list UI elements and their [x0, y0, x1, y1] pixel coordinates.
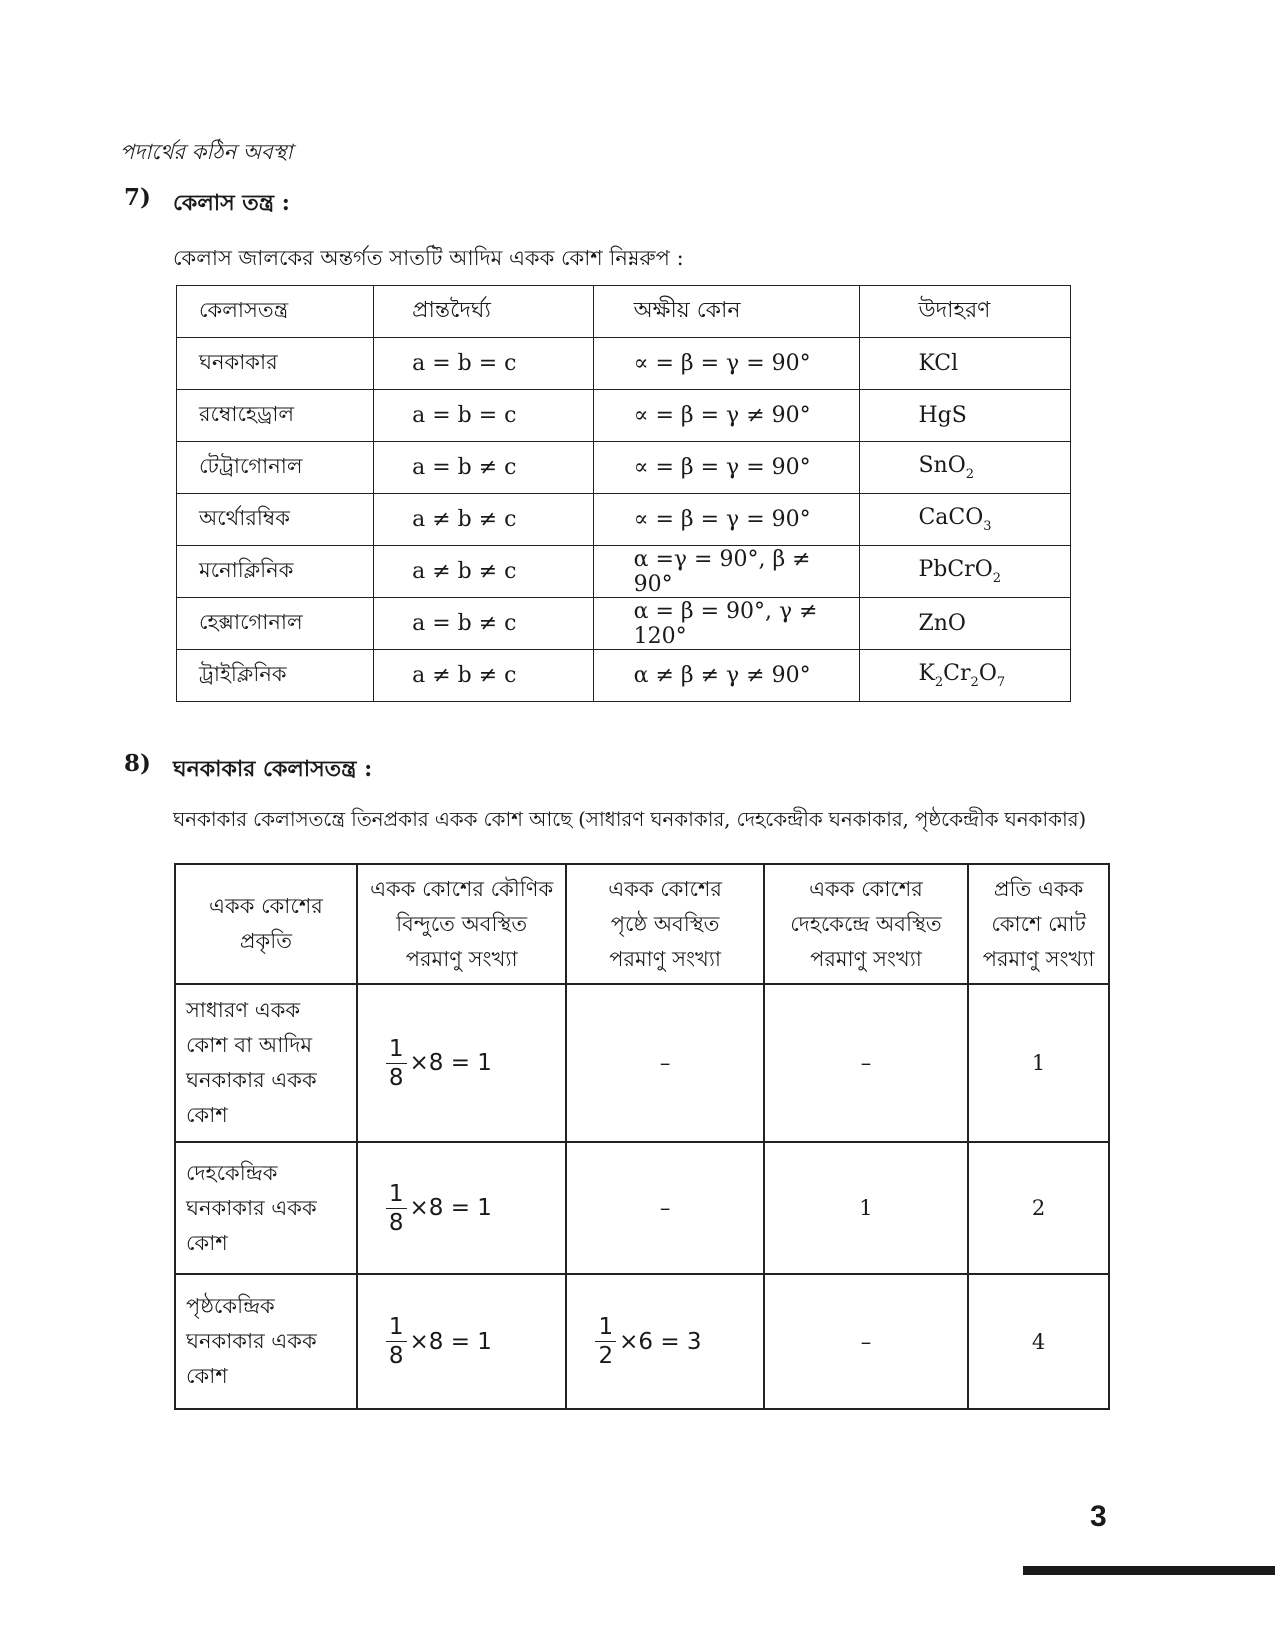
body-atom-count: –	[764, 984, 968, 1142]
formula-part: PbCrO	[918, 557, 993, 582]
crystal-system-name: অর্থোরম্বিক	[177, 494, 374, 546]
cubic-unit-cell-table	[174, 863, 1110, 1410]
fraction-numerator: 1	[386, 1035, 407, 1064]
cell-text-line: পৃষ্ঠকেন্দ্রিক	[186, 1294, 275, 1318]
angle-relation: ∝ = β = γ = 90°	[593, 494, 860, 546]
crystal-systems-table	[176, 285, 1071, 702]
fraction-expression	[386, 1035, 492, 1092]
header-axial-angle: অক্ষীয় কোন	[593, 286, 860, 338]
face-atom-count: –	[566, 1142, 763, 1274]
cell-text-line: একক কোশের	[608, 876, 722, 901]
cell-text-line: কোশ	[186, 1230, 228, 1255]
cell-text-line: কোশে মোট	[991, 911, 1086, 936]
edge-relation: a = b ≠ c	[374, 442, 593, 494]
page-number: 3	[1090, 1500, 1107, 1533]
formula-subscript: 2	[934, 675, 944, 690]
table-row	[175, 1142, 1109, 1274]
fraction-rest: ×6 = 3	[619, 1328, 702, 1355]
table-header-row	[175, 864, 1109, 984]
edge-relation: a = b = c	[374, 390, 593, 442]
formula-part: K	[918, 661, 935, 686]
total-atom-count: 2	[968, 1142, 1109, 1274]
table-row	[177, 338, 1071, 390]
fraction-expression	[595, 1313, 701, 1370]
example-compound	[860, 650, 1071, 702]
angle-relation: ∝ = β = γ ≠ 90°	[593, 390, 860, 442]
edge-relation: a = b ≠ c	[374, 598, 593, 650]
body-atom-count: 1	[764, 1142, 968, 1274]
edge-relation: a ≠ b ≠ c	[374, 494, 593, 546]
fraction-expression	[386, 1313, 492, 1370]
cell-text-line: প্রকৃতি	[239, 929, 292, 953]
formula-part: Cr	[943, 661, 971, 686]
running-header: পদার্থের কঠিন অবস্থা	[120, 140, 293, 164]
angle-relation: α ≠ β ≠ γ ≠ 90°	[593, 650, 860, 702]
face-atom-count	[566, 1274, 763, 1409]
crystal-system-name: হেক্সাগোনাল	[177, 598, 374, 650]
formula-subscript: 2	[970, 675, 979, 690]
cell-text-line: ঘনকাকার একক	[186, 1068, 317, 1092]
cell-text-line: পরমাণু সংখ্যা	[810, 946, 922, 971]
header-body-atoms	[764, 864, 968, 984]
fraction-rest: ×8 = 1	[409, 1050, 492, 1076]
cell-text-line: ঘনকাকার একক	[186, 1329, 317, 1353]
angle-relation: α = β = 90°, γ ≠ 120°	[593, 598, 860, 650]
example-compound	[860, 546, 1071, 598]
angle-relation: ∝ = β = γ = 90°	[593, 338, 860, 390]
unit-cell-type	[175, 984, 357, 1142]
fraction-expression	[386, 1180, 492, 1237]
formula-subscript: 7	[996, 675, 1006, 690]
formula-subscript: 2	[965, 467, 975, 482]
fraction-denominator: 8	[388, 1343, 404, 1369]
header-edge-length: প্রান্তদৈর্ঘ্য	[374, 286, 593, 338]
section-8-number: 8)	[124, 750, 151, 777]
cell-text-line: পরমাণু সংখ্যা	[982, 946, 1095, 971]
cell-text-line: কোশ বা আদিম	[186, 1033, 313, 1057]
crystal-system-name: ঘনকাকার	[177, 338, 374, 390]
table-row	[175, 1274, 1109, 1409]
fraction-denominator: 8	[388, 1064, 404, 1091]
crystal-system-name: ট্রাইক্লিনিক	[177, 650, 374, 702]
total-atom-count: 1	[968, 984, 1109, 1142]
cell-text-line: পরমাণু সংখ্যা	[405, 946, 518, 971]
cell-text-line: প্রতি একক	[993, 876, 1084, 901]
total-atom-count: 4	[968, 1274, 1109, 1409]
table-row	[177, 494, 1071, 546]
fraction-rest: ×8 = 1	[409, 1328, 492, 1355]
cell-text-line: একক কোশের	[209, 894, 323, 918]
footer-bar	[1023, 1566, 1275, 1575]
cell-text-line: কোশ	[186, 1103, 228, 1127]
section-7-title: কেলাস তন্ত্র :	[173, 190, 290, 216]
body-atom-count: –	[764, 1274, 968, 1409]
fraction-rest: ×8 = 1	[409, 1195, 492, 1221]
cell-text-line: পৃষ্ঠে অবস্থিত	[610, 911, 720, 936]
angle-relation: α =γ = 90°, β ≠ 90°	[593, 546, 860, 598]
fraction-numerator: 1	[386, 1313, 407, 1342]
cell-text-line: সাধারণ একক	[186, 998, 301, 1022]
section-8-title: ঘনকাকার কেলাসতন্ত্র :	[173, 756, 373, 782]
table-row	[175, 984, 1109, 1142]
unit-cell-type	[175, 1274, 357, 1409]
cell-text-line: একক কোশের	[809, 876, 923, 901]
example-compound: ZnO	[860, 598, 1071, 650]
table-header-row	[177, 286, 1071, 338]
cell-text-line: পরমাণু সংখ্যা	[609, 946, 721, 971]
edge-relation: a ≠ b ≠ c	[374, 650, 593, 702]
header-crystal-system: কেলাসতন্ত্র	[177, 286, 374, 338]
table-row	[177, 546, 1071, 598]
corner-atom-count	[357, 1274, 567, 1409]
header-face-atoms	[566, 864, 763, 984]
fraction-numerator: 1	[386, 1180, 407, 1209]
example-compound	[860, 442, 1071, 494]
formula-part: CaCO	[918, 505, 984, 530]
section-8-intro: ঘনকাকার কেলাসতন্ত্রে তিনপ্রকার একক কোশ আছে (সাধারণ ঘনকাকার, দেহকেন্দ্রীক ঘনকাকার, পৃষ্ঠকেন্দ্রীক ঘনকাকার)	[173, 807, 1087, 831]
example-compound	[860, 494, 1071, 546]
header-example: উদাহরণ	[860, 286, 1071, 338]
formula-part: SnO	[918, 453, 966, 478]
unit-cell-type	[175, 1142, 357, 1274]
formula-subscript: 3	[983, 519, 992, 534]
table-row	[177, 650, 1071, 702]
cell-text-line: বিন্দুতে অবস্থিত	[396, 911, 528, 936]
crystal-system-name: টেট্রাগোনাল	[177, 442, 374, 494]
header-cell-type	[175, 864, 357, 984]
cell-text-line: দেহকেন্দ্রে অবস্থিত	[790, 911, 942, 936]
fraction-denominator: 2	[598, 1343, 614, 1369]
fraction-numerator: 1	[595, 1313, 616, 1342]
example-compound: KCl	[860, 338, 1071, 390]
header-total-atoms	[968, 864, 1109, 984]
cell-text-line: ঘনকাকার একক	[186, 1195, 317, 1220]
header-corner-atoms	[357, 864, 567, 984]
table-row	[177, 390, 1071, 442]
table-row	[177, 598, 1071, 650]
section-7-number: 7)	[124, 184, 151, 211]
face-atom-count: –	[566, 984, 763, 1142]
section-7-intro: কেলাস জালকের অন্তর্গত সাতটি আদিম একক কোশ নিম্নরুপ :	[173, 246, 684, 270]
edge-relation: a = b = c	[374, 338, 593, 390]
formula-subscript: 2	[992, 571, 1002, 586]
crystal-system-name: রম্বোহেড্রাল	[177, 390, 374, 442]
cell-text-line: একক কোশের কৌণিক	[370, 876, 554, 901]
formula-part: O	[978, 661, 997, 686]
crystal-system-name: মনোক্লিনিক	[177, 546, 374, 598]
cell-text-line: কোশ	[186, 1364, 228, 1388]
cell-text-line: দেহকেন্দ্রিক	[186, 1160, 278, 1185]
fraction-denominator: 8	[388, 1209, 404, 1236]
corner-atom-count	[357, 984, 567, 1142]
edge-relation: a ≠ b ≠ c	[374, 546, 593, 598]
angle-relation: ∝ = β = γ = 90°	[593, 442, 860, 494]
example-compound: HgS	[860, 390, 1071, 442]
corner-atom-count	[357, 1142, 567, 1274]
table-row	[177, 442, 1071, 494]
